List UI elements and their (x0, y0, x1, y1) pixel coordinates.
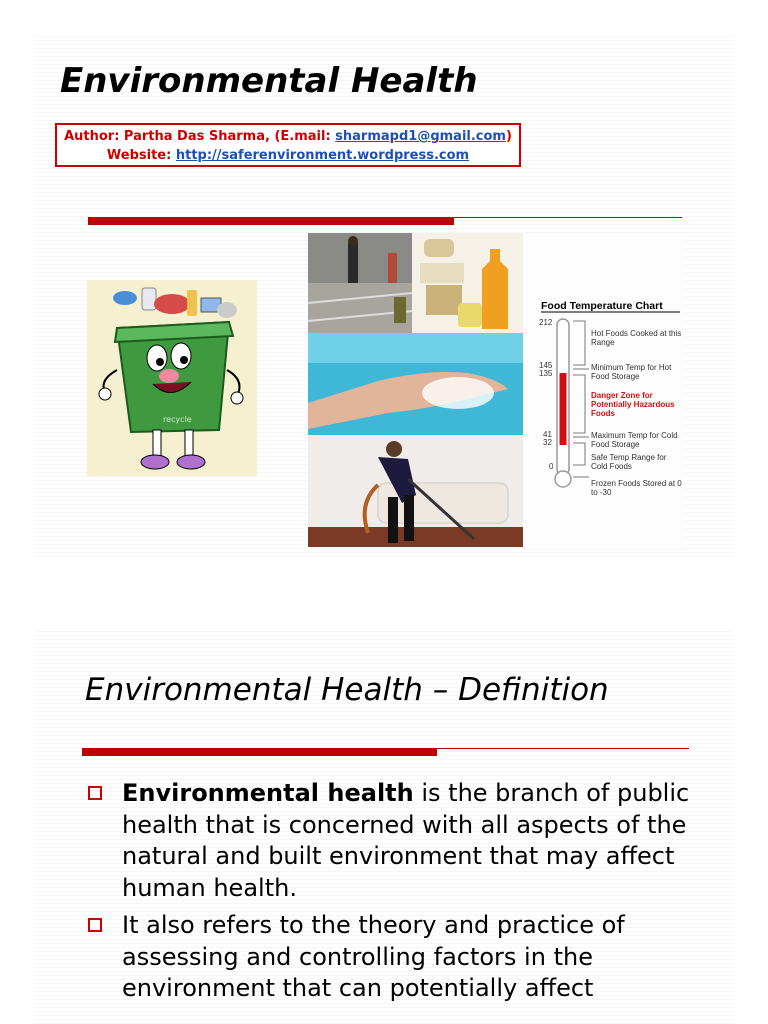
slide-title: Environmental Health – Definition (85, 672, 609, 708)
note-danger-zone: Danger Zone for Potentially Hazardous Foods (591, 391, 675, 418)
author-suffix: ) (505, 129, 512, 144)
bullet-text: It also refers to the theory and practice of assessing and controlling factors in the environment that can potentially affect (122, 911, 625, 1002)
website-link[interactable]: http://saferenvironment.wordpress.com (175, 148, 470, 163)
email-link[interactable]: sharmapd1@gmail.com (335, 129, 506, 144)
bin-label: recycle (163, 415, 192, 424)
definition-slide (35, 628, 733, 1024)
food-chart-title: Food Temperature Chart (541, 300, 663, 312)
note-min-hot-storage: Minimum Temp for Hot Food Storage (591, 363, 672, 381)
author-text: Author: Partha Das Sharma, (E.mail: (64, 129, 336, 144)
recycle-bin-cartoon (87, 280, 257, 476)
note-frozen: Frozen Foods Stored at 0 to -30 (591, 479, 682, 497)
note-hot-foods: Hot Foods Cooked at this Range (591, 329, 682, 347)
title-rule (82, 748, 689, 756)
tick-135: 135 (539, 369, 553, 378)
website-line (57, 146, 519, 165)
rule-thick (82, 748, 437, 756)
bullet-text: is the branch of public health that is concerned with all aspects of the natural and built environment that may affect human health. (122, 779, 690, 902)
tick-41: 41 (543, 430, 552, 439)
title-rule (88, 217, 682, 225)
tick-145: 145 (539, 361, 553, 370)
author-box (55, 123, 521, 167)
square-bullet-icon (88, 918, 102, 932)
slide-title: Environmental Health (60, 61, 478, 101)
website-label: Website: (106, 148, 176, 163)
title-slide (35, 35, 733, 557)
bullet-item (85, 910, 705, 1005)
bullet-term: Environmental health (122, 779, 414, 807)
note-max-cold-storage: Maximum Temp for Cold Food Storage (591, 431, 678, 449)
tick-32: 32 (543, 438, 552, 447)
note-safe-cold: Safe Temp Range for Cold Foods (591, 453, 667, 471)
food-temperature-chart (523, 233, 685, 547)
author-line (57, 127, 519, 146)
bullet-item (85, 778, 705, 904)
tick-0: 0 (549, 462, 554, 471)
rule-thin (437, 748, 689, 749)
square-bullet-icon (88, 786, 102, 800)
rule-thin (454, 217, 682, 218)
tick-212: 212 (539, 318, 553, 327)
hygiene-photo-collage (308, 233, 523, 547)
definition-bullets (85, 778, 705, 1011)
rule-thick (88, 217, 454, 225)
